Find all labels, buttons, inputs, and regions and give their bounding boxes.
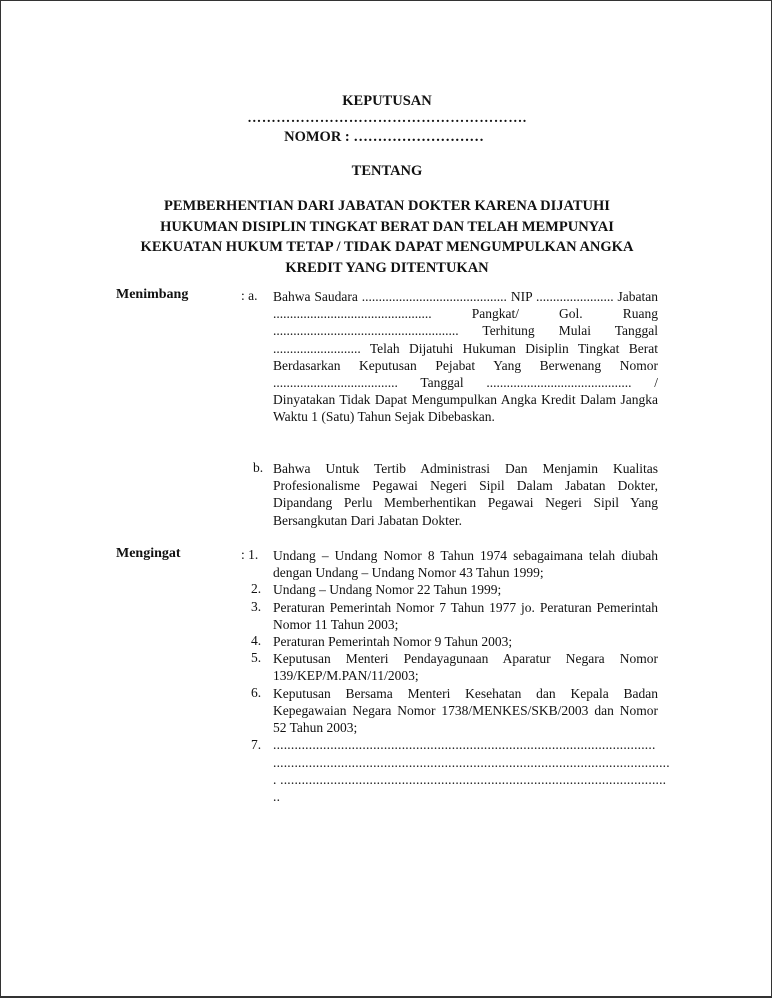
decree-number: NOMOR : ……………………… xyxy=(284,129,484,145)
mengingat-item-3: Peraturan Pemerintah Nomor 7 Tahun 1977 jo. Peraturan Pemerintah Nomor 11 Tahun 2003; xyxy=(273,600,658,633)
menimbang-point-b: Bahwa Untuk Tertib Administrasi Dan Menjamin Kualitas Profesionalisme Pegawai Negeri Sipil Dalam Jabatan Dokter, Dipandang Perlu Memberhentikan Pegawai Negeri Sipil Yang Bersangkutan Dari Jabatan Dokter. xyxy=(273,461,658,528)
mengingat-item-4: Peraturan Pemerintah Nomor 9 Tahun 2003; xyxy=(273,634,513,649)
mengingat-item-number: 7. xyxy=(251,737,262,752)
item7-blank-line: .. xyxy=(273,789,281,804)
mengingat-item-6: Keputusan Bersama Menteri Kesehatan dan Kepala Badan Kepegawaian Negara Nomor 1738/MENKES/SKB/2003 dan Nomor 52 Tahun 2003; xyxy=(273,686,658,736)
mengingat-item-1: Undang – Undang Nomor 8 Tahun 1974 sebagaimana telah diubah dengan Undang – Undang Nomor 43 Tahun 1999; xyxy=(273,548,658,581)
mengingat-item-2: Undang – Undang Nomor 22 Tahun 1999; xyxy=(273,582,502,597)
mengingat-item-number: 5. xyxy=(251,650,262,665)
mengingat-label: Mengingat xyxy=(116,546,181,561)
mengingat-item-5: Keputusan Menteri Pendayagunaan Aparatur Negara Nomor 139/KEP/M.PAN/11/2003; xyxy=(273,651,658,684)
item7-blank-line: ............................................................................................................... xyxy=(273,755,670,770)
menimbang-marker-a: : a. xyxy=(241,288,258,303)
decree-subject xyxy=(1,196,772,278)
mengingat-item-number: 2. xyxy=(251,581,262,596)
subject-line: KREDIT YANG DITENTUKAN xyxy=(285,259,489,276)
item7-blank-line: ........................................................................................................... xyxy=(273,737,656,752)
tentang-heading: TENTANG xyxy=(351,163,423,179)
subject-line: KEKUATAN HUKUM TETAP / TIDAK DAPAT MENGUMPULKAN ANGKA xyxy=(140,239,634,255)
mengingat-marker: : 1. xyxy=(241,547,259,562)
mengingat-item-number: 3. xyxy=(251,599,262,614)
document-title: KEPUTUSAN xyxy=(342,93,432,109)
menimbang-marker-b: b. xyxy=(253,460,264,475)
mengingat-item-number: 4. xyxy=(251,633,262,648)
menimbang-point-a: Bahwa Saudara ........................................... NIP ....................... Jabatan ............................................... Pangkat/ Gol. Ruang ....................................................... Terhitung Mulai Tanggal .......................... Telah Dijatuhi Hukuman Disiplin Tingkat Berat Berdasarkan Keputusan Pejabat Yang Berwenang Nomor ..................................... Tanggal ........................................... / Dinyatakan Tidak Dapat Mengumpulkan Angka Kredit Dalam Jangka Waktu 1 (Satu) Tahun Sejak Dibebaskan. xyxy=(273,289,658,425)
menimbang-label: Menimbang xyxy=(116,287,189,302)
subject-line: PEMBERHENTIAN DARI JABATAN DOKTER KARENA DIJATUHI xyxy=(164,198,610,214)
decree-name-blank: …………………………………………………. xyxy=(247,111,527,126)
item7-blank-line: . ............................................................................................................ xyxy=(273,772,667,787)
mengingat-item-number: 6. xyxy=(251,685,262,700)
subject-line: HUKUMAN DISIPLIN TINGKAT BERAT DAN TELAH MEMPUNYAI xyxy=(160,218,614,235)
